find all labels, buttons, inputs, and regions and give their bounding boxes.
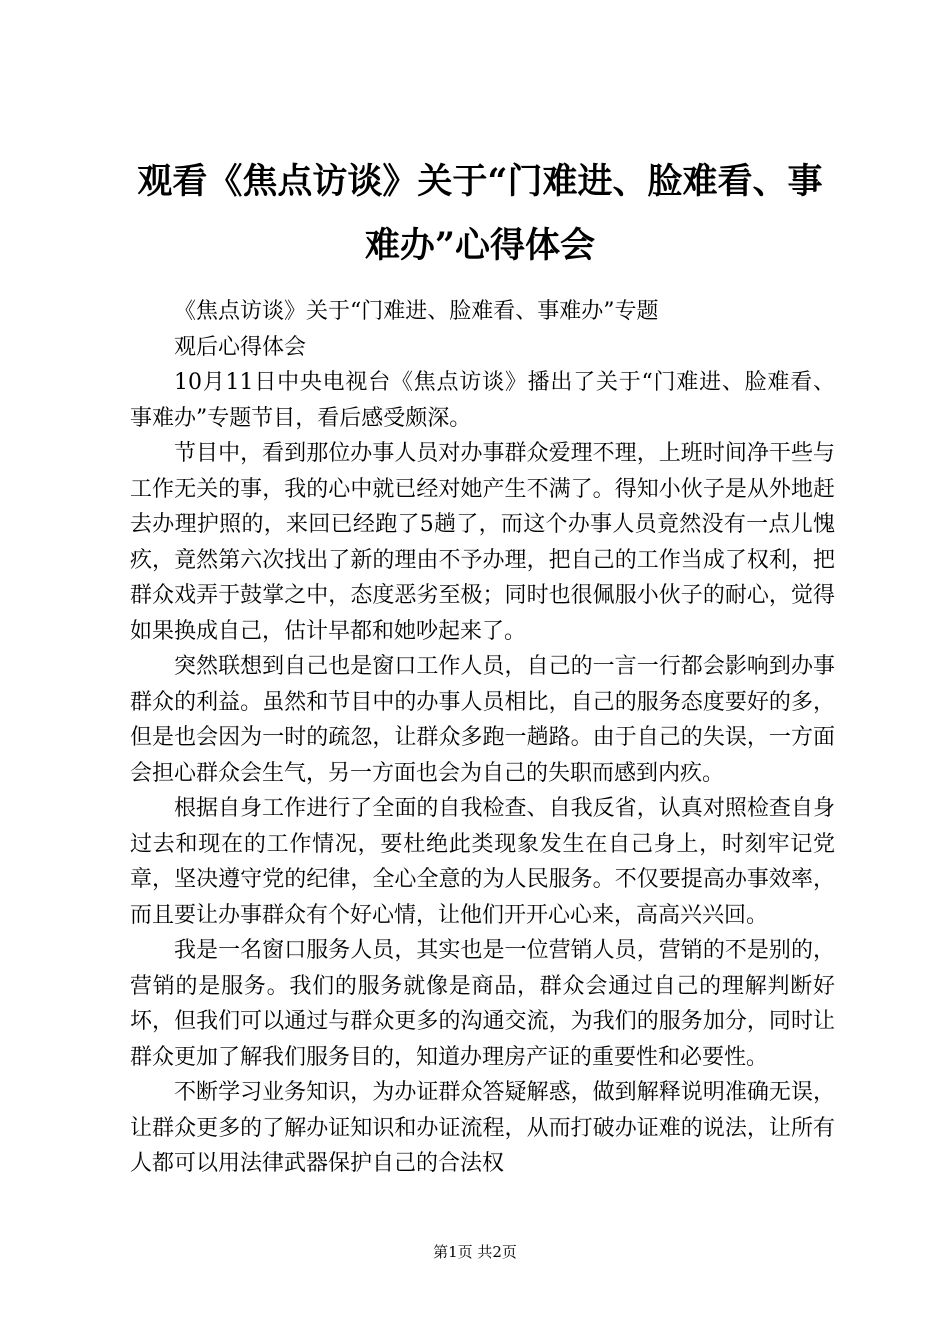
paragraph: 不断学习业务知识，为办证群众答疑解惑，做到解释说明准确无误，让群众更多的了解办证知识和办证流程，从而打破办证难的说法，让所有人都可以用法律武器保护自己的合法权 — [130, 1080, 835, 1176]
paragraph: 节目中，看到那位办事人员对办事群众爱理不理，上班时间净干些与工作无关的事，我的心中就已经对她产生不满了。得知小伙子是从外地赶去办理护照的，来回已经跑了5趟了，而这个办事人员竟然没有一点儿愧疚，竟然第六次找出了新的理由不予办理，把自己的工作当成了权利，把群众戏弄于鼓掌之中，态度恶劣至极；同时也很佩服小伙子的耐心，觉得如果换成自己，估计早都和她吵起来了。 — [130, 441, 835, 644]
document-title-line-2: 难办”心得体会 — [364, 225, 596, 266]
paragraph: 《焦点访谈》关于“门难进、脸难看、事难办”专题 — [174, 299, 659, 324]
page-footer: 第1页 共2页 — [433, 1243, 517, 1261]
paragraph: 突然联想到自己也是窗口工作人员，自己的一言一行都会影响到办事群众的利益。虽然和节目中的办事人员相比，自己的服务态度要好的多，但是也会因为一时的疏忽，让群众多跑一趟路。由于自己的失误，一方面会担心群众会生气，另一方面也会为自己的失职而感到内疚。 — [130, 654, 835, 786]
document-title-line-1: 观看《焦点访谈》关于“门难进、脸难看、事 — [137, 161, 823, 202]
document-body — [130, 294, 835, 1182]
paragraph: 根据自身工作进行了全面的自我检查、自我反省，认真对照检查自身过去和现在的工作情况，要杜绝此类现象发生在自己身上，时刻牢记党章，坚决遵守党的纪律，全心全意的为人民服务。不仅要提高办事效率，而且要让办事群众有个好心情，让他们开开心心来，高高兴兴回。 — [130, 796, 835, 928]
paragraph: 我是一名窗口服务人员，其实也是一位营销人员，营销的不是别的，营销的是服务。我们的服务就像是商品，群众会通过自己的理解判断好坏，但我们可以通过与群众更多的沟通交流，为我们的服务加分，同时让群众更加了解我们服务目的，知道办理房产证的重要性和必要性。 — [130, 938, 835, 1070]
paragraph: 观后心得体会 — [174, 334, 307, 360]
paragraph: 10月11日中央电视台《焦点访谈》播出了关于“门难进、脸难看、事难办”专题节目，看后感受颇深。 — [130, 370, 835, 431]
